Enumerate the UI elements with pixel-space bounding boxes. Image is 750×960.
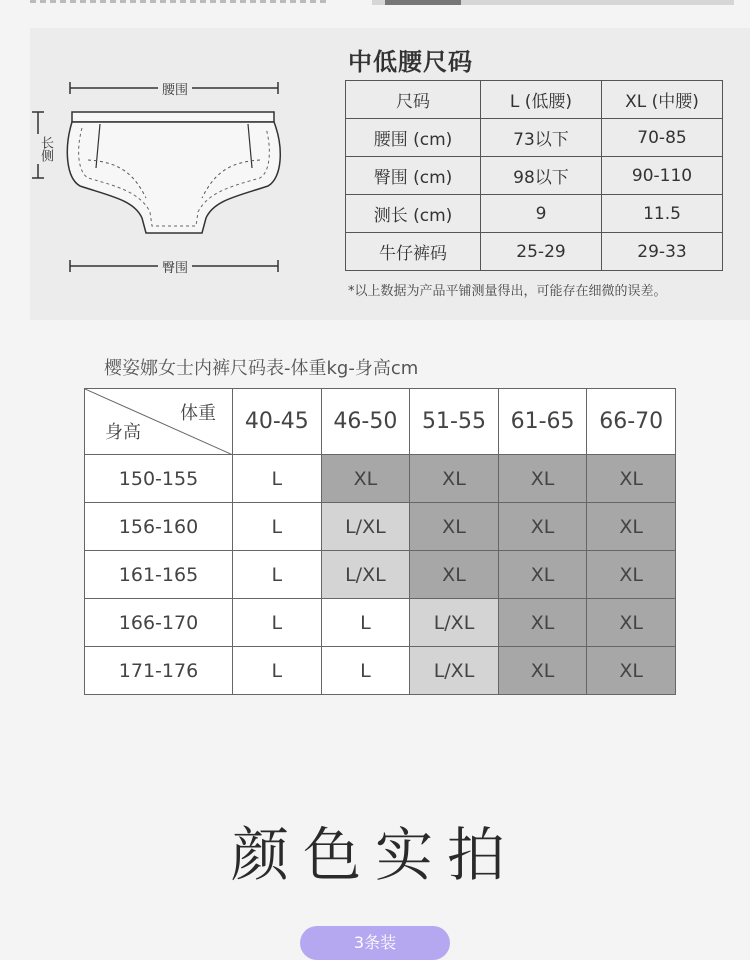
size-recommendation-cell: XL: [498, 455, 587, 503]
table-row: [85, 503, 676, 551]
table-cell: 73以下: [481, 119, 602, 157]
weight-axis-label: 体重: [180, 403, 216, 424]
row-label: 测长 (cm): [346, 195, 481, 233]
size-spec-table: [345, 80, 723, 271]
size-recommendation-cell: XL: [587, 503, 676, 551]
height-axis-label: 身高: [105, 422, 141, 443]
table-row: [346, 195, 723, 233]
size-recommendation-cell: XL: [410, 455, 499, 503]
size-panel-title: 中低腰尺码: [348, 48, 473, 76]
row-label: 臀围 (cm): [346, 157, 481, 195]
weight-header: 51-55: [410, 389, 499, 455]
waist-label: 腰围: [158, 79, 192, 98]
table-cell: 98以下: [481, 157, 602, 195]
image-scroll-thumb[interactable]: [385, 0, 461, 5]
size-recommendation-cell: XL: [498, 551, 587, 599]
top-strip: [0, 0, 750, 28]
table-header-row: [346, 81, 723, 119]
table-row: [85, 551, 676, 599]
table-row: [85, 647, 676, 695]
weight-header: 46-50: [321, 389, 410, 455]
weight-header: 40-45: [233, 389, 322, 455]
size-recommendation-cell: XL: [587, 455, 676, 503]
row-label: 腰围 (cm): [346, 119, 481, 157]
table-cell: 9: [481, 195, 602, 233]
height-range-cell: 156-160: [85, 503, 233, 551]
size-recommendation-cell: L: [233, 599, 322, 647]
size-recommendation-cell: L: [233, 551, 322, 599]
table-cell: 11.5: [602, 195, 723, 233]
size-recommendation-cell: L/XL: [410, 647, 499, 695]
weight-header: 66-70: [587, 389, 676, 455]
table-cell: 90-110: [602, 157, 723, 195]
size-recommendation-cell: L: [321, 599, 410, 647]
row-label: 牛仔裤码: [346, 233, 481, 271]
size-recommendation-cell: L: [233, 455, 322, 503]
color-section-heading: 颜色实拍: [230, 821, 519, 889]
dashed-divider: [30, 0, 330, 3]
size-recommendation-cell: L: [233, 647, 322, 695]
size-panel: [30, 28, 750, 320]
measurement-note: *以上数据为产品平铺测量得出，可能存在细微的误差。: [348, 284, 667, 299]
corner-cell: [85, 389, 233, 455]
size-recommendation-cell: XL: [498, 503, 587, 551]
size-recommendation-cell: XL: [321, 455, 410, 503]
table-row: [346, 233, 723, 271]
size-recommendation-cell: XL: [498, 599, 587, 647]
size-recommendation-cell: XL: [410, 551, 499, 599]
height-range-cell: 166-170: [85, 599, 233, 647]
hip-label: 臀围: [158, 257, 192, 276]
size-recommendation-cell: L: [233, 503, 322, 551]
underwear-outline-icon: [30, 28, 330, 320]
weight-header: 61-65: [498, 389, 587, 455]
table-row: [85, 455, 676, 503]
pack-option-button[interactable]: 3条装: [300, 926, 450, 960]
height-range-cell: 171-176: [85, 647, 233, 695]
size-recommendation-cell: L/XL: [321, 503, 410, 551]
underwear-diagram: [30, 28, 330, 320]
table-row: [346, 157, 723, 195]
size-recommendation-cell: XL: [498, 647, 587, 695]
size-recommendation-cell: L/XL: [410, 599, 499, 647]
header-cell: 尺码: [346, 81, 481, 119]
size-recommendation-cell: L/XL: [321, 551, 410, 599]
table-cell: 70-85: [602, 119, 723, 157]
table-row: [85, 599, 676, 647]
height-range-cell: 161-165: [85, 551, 233, 599]
table-row: [346, 119, 723, 157]
size-recommendation-cell: XL: [410, 503, 499, 551]
size-recommendation-cell: XL: [587, 647, 676, 695]
size-recommendation-cell: XL: [587, 551, 676, 599]
table-cell: 25-29: [481, 233, 602, 271]
fit-chart-title: 樱姿娜女士内裤尺码表-体重kg-身高cm: [104, 358, 419, 379]
fit-header-row: [85, 389, 676, 455]
size-recommendation-cell: L: [321, 647, 410, 695]
side-length-label: 长侧: [38, 136, 53, 162]
header-cell: L (低腰): [481, 81, 602, 119]
height-range-cell: 150-155: [85, 455, 233, 503]
fit-chart-table: [84, 388, 676, 695]
table-cell: 29-33: [602, 233, 723, 271]
header-cell: XL (中腰): [602, 81, 723, 119]
size-recommendation-cell: XL: [587, 599, 676, 647]
